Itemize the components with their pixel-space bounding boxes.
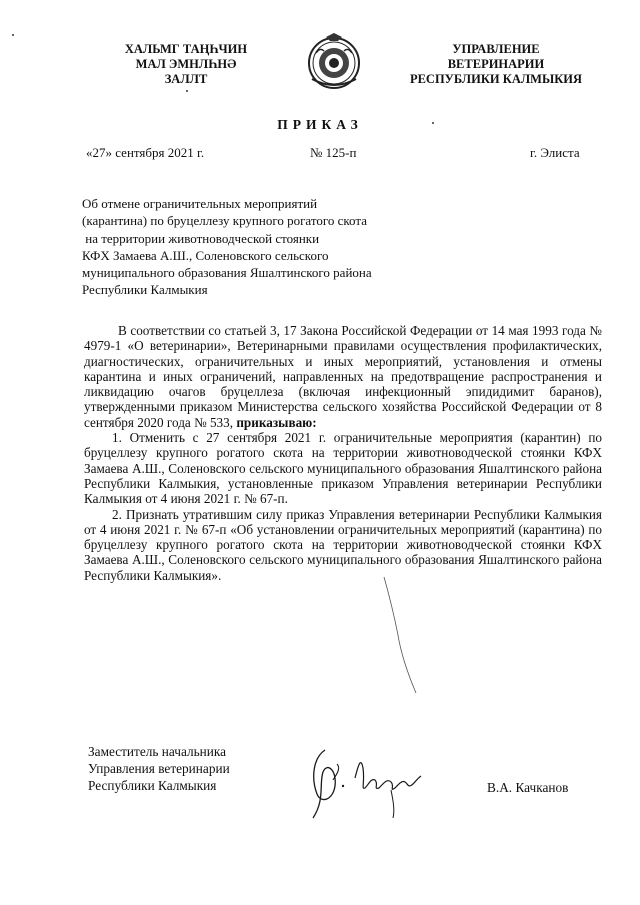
body-item-2: 2. Признать утратившим силу приказ Управления ветеринарии Республики Калмыкия от 4 июня 2021 г. № 67-п «Об установлении ограничительных мероприятий (карантина) по бруцеллезу крупного рогатого скота на территории животноводческой стоянки КФХ Замаева А.Ш., Соленовского сельского муниципального образования Яшалтинского района Республики Калмыкия». (84, 506, 602, 583)
scan-speck (186, 90, 188, 92)
document-number: № 125-п (310, 145, 357, 160)
subject-line: на территории животноводческой стоянки (82, 230, 320, 246)
subject-line: муниципального образования Яшалтинского района (82, 265, 372, 281)
pen-stroke-mark (380, 575, 430, 695)
subject-line: КФХ Замаева А.Ш., Соленовского сельского (82, 247, 329, 263)
header-right-line-2: ВЕТЕРИНАРИИ (447, 57, 545, 71)
subject-line: Республики Калмыкия (82, 282, 208, 298)
header-left-line-3: ЗАЛЛТ (164, 72, 208, 86)
document-title: ПРИКАЗ (277, 117, 363, 132)
body-item-1: 1. Отменить с 27 сентября 2021 г. ограничительные мероприятия (карантин) по бруцеллезу крупного рогатого скота на территории животноводческой стоянки КФХ Замаева А.Ш., Соленовского сельского муниципального образования Яшалтинского района Республики Калмыкия, установленные приказом Управления ветеринарии Республики Калмыкия от 4 июня 2021 г. № 67-п. (84, 430, 602, 507)
body-intro-text: В соответствии со статьей 3, 17 Закона Российской Федерации от 14 мая 1993 года № 4979-1 «О ветеринарии», Ветеринарными правилами осуществления профилактических, диагностических, ограничительных и иных мероприятий, установления и отмены карантина и иных ограничений, направленных на предотвращение распространения и ликвидацию очагов бруцеллеза (включая инфекционный эпидидимит баранов), утвержденными приказом Министерства сельского хозяйства Российской Федерации от 8 сентября 2020 года № 533, (84, 323, 602, 430)
subject-line: Об отмене ограничительных мероприятий (82, 196, 318, 211)
header-left-line-1: ХАЛЬМГ ТАҢҺЧИН (124, 42, 248, 56)
header-left-kalmyk (108, 42, 264, 87)
body-order-word: приказываю: (236, 414, 317, 430)
document-body (84, 323, 602, 583)
header-right-russian (398, 42, 594, 87)
document-date: «27» сентября 2021 г. (86, 145, 205, 160)
signatory-role (88, 743, 230, 794)
handwritten-signature-icon (303, 738, 435, 820)
signatory-role-line: Управления ветеринарии (88, 761, 230, 776)
subject-line: (карантина) по бруцеллезу крупного рогатого скота (82, 213, 367, 229)
document-city: г. Элиста (530, 145, 580, 160)
signatory-role-line: Республики Калмыкия (88, 778, 217, 793)
body-intro-paragraph (84, 323, 602, 430)
signatory-role-line: Заместитель начальника (88, 744, 227, 759)
document-subject (82, 195, 372, 299)
header-right-line-3: РЕСПУБЛИКИ КАЛМЫКИЯ (409, 72, 583, 86)
header-left-line-2: МАЛ ЭМНЛҺНӘ (135, 57, 237, 71)
kalmykia-emblem-icon (306, 33, 362, 91)
scan-speck (12, 34, 14, 36)
scan-speck (432, 122, 434, 124)
signatory-name: В.А. Качканов (487, 780, 569, 795)
header-right-line-1: УПРАВЛЕНИЕ (452, 42, 540, 56)
